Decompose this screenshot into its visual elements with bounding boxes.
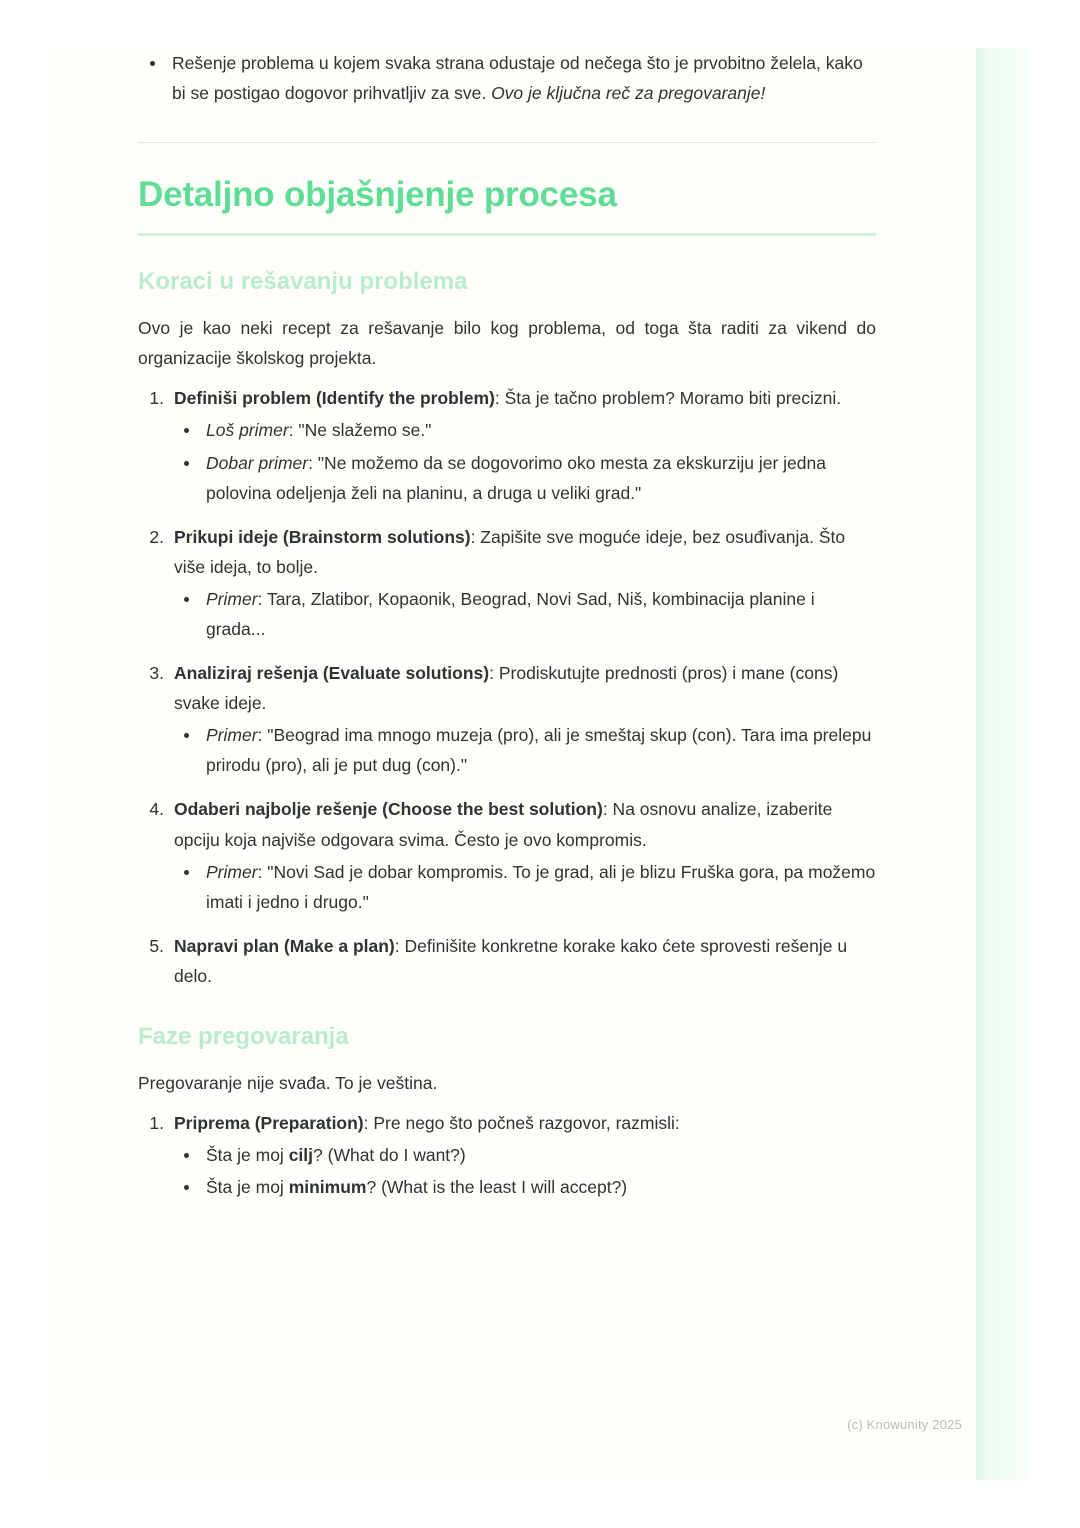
sub-body: : "Beograd ima mnogo muzeja (pro), ali je smeštaj skup (con). Tara ima prelepu prirodu (pro), ali je put dug (con)." [206, 725, 872, 776]
steps-intro-paragraph: Ovo je kao neki recept za rešavanje bilo kog problema, od toga šta raditi za vikend do organizacije školskog projekta. [138, 318, 876, 369]
step-body: : Definišite konkretne korake kako ćete sprovesti rešenje u delo. [174, 935, 848, 986]
list-item [138, 48, 876, 108]
list-item [138, 1108, 876, 1202]
sub-label: Loš primer [206, 420, 289, 441]
intro-bullet-text: Rešenje problema u kojem svaka strana odustaje od nečega što je prvobitno želela, kako bi se postigao dogovor prihvatljiv za sve. [172, 53, 863, 104]
step-sub-list [174, 584, 876, 644]
sub-label: Dobar primer [206, 452, 309, 473]
document-content [138, 48, 876, 1217]
list-item [174, 720, 876, 780]
step-title: Prikupi ideje (Brainstorm solutions) [174, 526, 471, 547]
intro-bullet-emphasis: Ovo je ključna reč za pregovaranje! [491, 83, 766, 104]
sub-body: : "Ne možemo da se dogovorimo oko mesta za ekskurziju jer jedna polovina odeljenja želi na planinu, a druga u veliki grad." [206, 452, 826, 503]
negotiation-phases-list [138, 1108, 876, 1202]
step-sub-list [174, 415, 876, 507]
intro-bullet-list [138, 48, 876, 108]
step-body: : Zapišite sve moguće ideje, bez osuđivanja. Što više ideja, to bolje. [174, 526, 846, 577]
sub-body: : "Ne slažemo se." [288, 420, 432, 441]
sub-post: ? (What do I want?) [313, 1145, 466, 1166]
phases-intro-paragraph: Pregovaranje nije svađa. To je veština. [138, 1073, 438, 1094]
step-body: : Šta je tačno problem? Moramo biti precizni. [494, 388, 842, 409]
phase-title: Priprema (Preparation) [174, 1113, 364, 1134]
list-item [138, 794, 876, 916]
step-body: : Na osnovu analize, izaberite opciju koja najviše odgovara svima. Često je ovo kompromis. [174, 799, 833, 850]
page-title-underline [138, 233, 876, 236]
list-item [138, 931, 876, 991]
sub-body: : "Novi Sad je dobar kompromis. To je grad, ali je blizu Fruška gora, pa možemo imati i jedno i drugo." [206, 861, 876, 912]
step-title: Analiziraj rešenja (Evaluate solutions) [174, 663, 490, 684]
section-heading-steps: Koraci u rešavanju problema [138, 267, 468, 295]
sub-keyword: minimum [288, 1177, 367, 1198]
page-title: Detaljno objašnjenje procesa [138, 175, 617, 215]
problem-solving-steps-list [138, 383, 876, 991]
step-sub-list [174, 857, 876, 917]
list-item [174, 448, 876, 508]
sub-pre: Šta je moj [206, 1145, 289, 1166]
sub-label: Primer [206, 725, 258, 746]
list-item [174, 1172, 876, 1202]
section-heading-phases: Faze pregovaranja [138, 1023, 349, 1050]
list-item [138, 522, 876, 644]
phase-body: : Pre nego što počneš razgovor, razmisli: [363, 1113, 680, 1134]
section-divider [138, 142, 876, 143]
sub-pre: Šta je moj [206, 1177, 289, 1198]
page-right-accent-strip [976, 48, 1032, 1480]
sub-body: : Tara, Zlatibor, Kopaonik, Beograd, Novi Sad, Niš, kombinacija planine i grada... [206, 588, 815, 639]
phase-sub-list [174, 1140, 876, 1202]
list-item [174, 1140, 876, 1170]
list-item [138, 658, 876, 780]
step-title: Napravi plan (Make a plan) [174, 935, 395, 956]
sub-keyword: cilj [288, 1145, 314, 1166]
document-page [48, 48, 1032, 1480]
step-title: Definiši problem (Identify the problem) [174, 388, 495, 409]
step-sub-list [174, 720, 876, 780]
sub-post: ? (What is the least I will accept?) [366, 1177, 628, 1198]
list-item [174, 584, 876, 644]
step-title: Odaberi najbolje rešenje (Choose the best solution) [174, 799, 603, 820]
list-item [174, 415, 876, 445]
list-item [174, 857, 876, 917]
step-body: : Prodiskutujte prednosti (pros) i mane (cons) svake ideje. [174, 663, 839, 714]
sub-label: Primer [206, 588, 258, 609]
sub-label: Primer [206, 861, 258, 882]
list-item [138, 383, 876, 507]
copyright-watermark: (c) Knowunity 2025 [847, 1417, 962, 1432]
